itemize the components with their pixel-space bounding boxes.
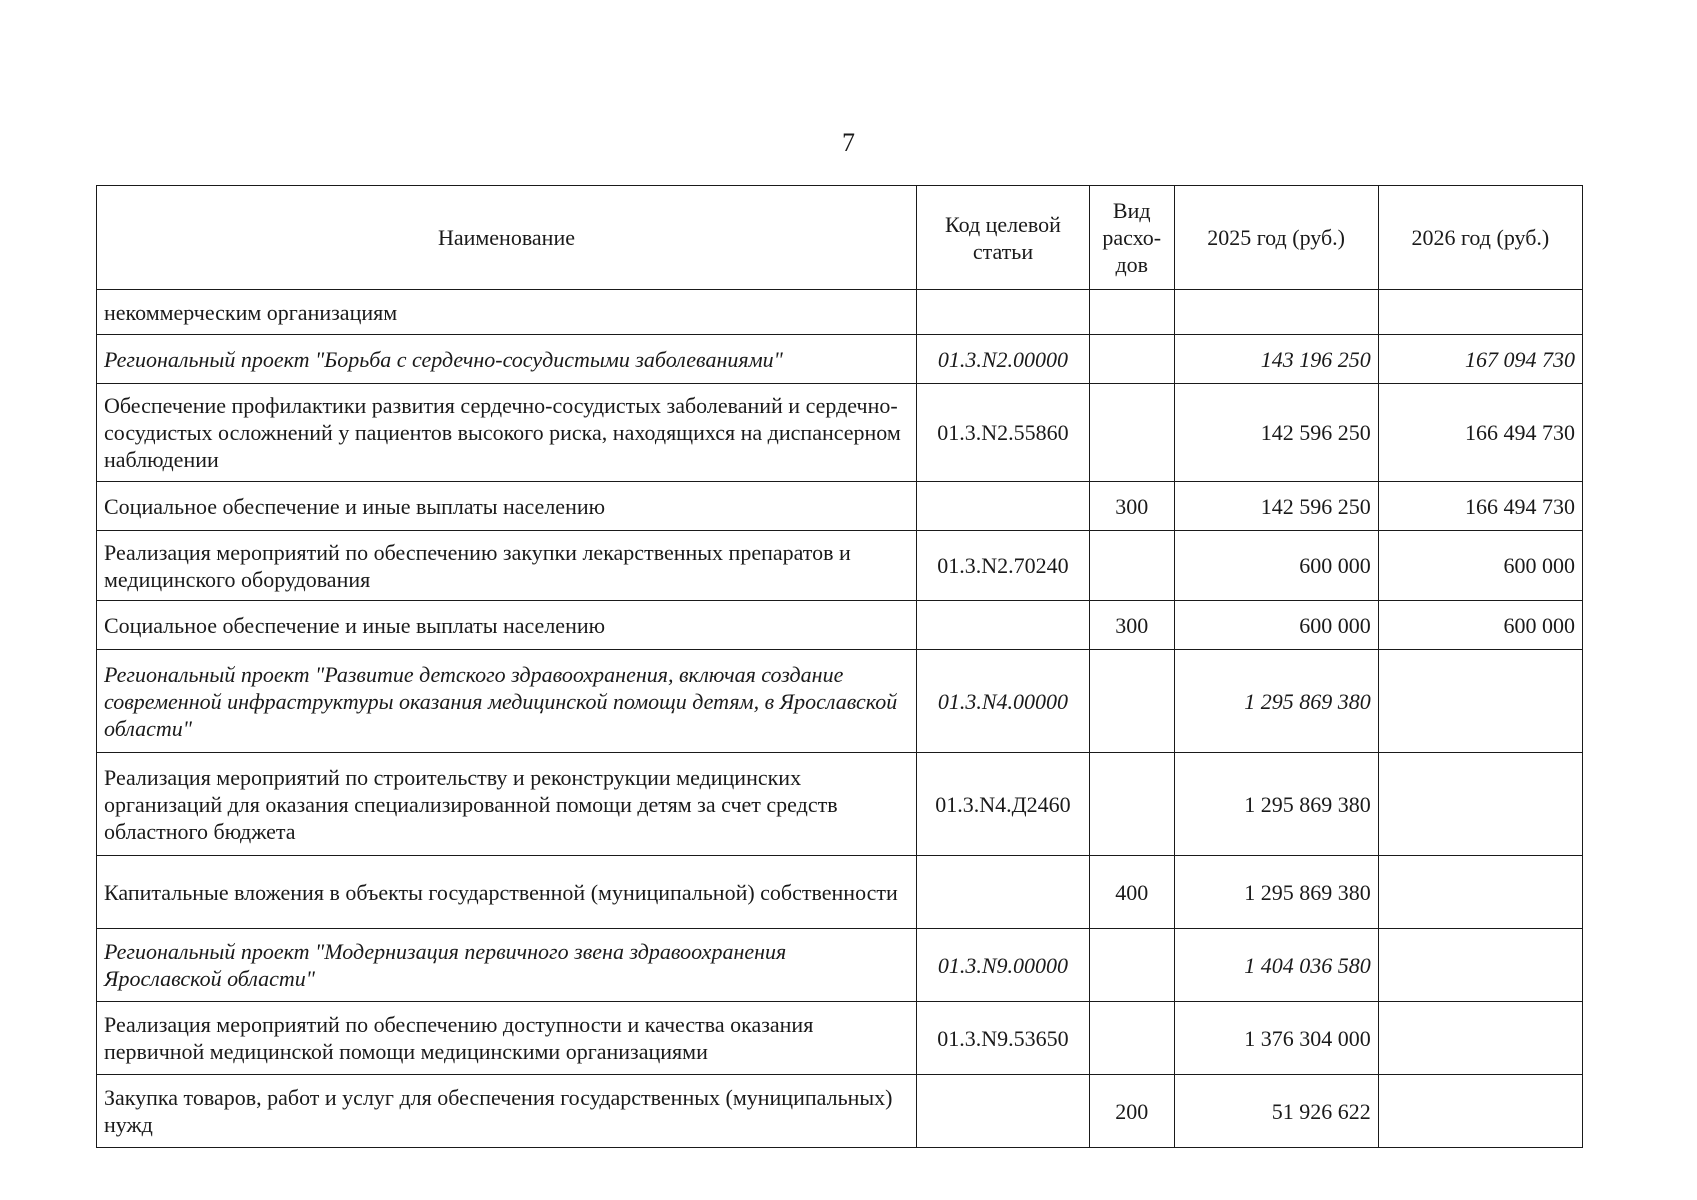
row-code: 01.3.N9.00000 bbox=[916, 929, 1089, 1002]
table-row bbox=[97, 531, 1583, 601]
row-amount-2025: 600 000 bbox=[1174, 531, 1378, 601]
row-type bbox=[1090, 290, 1175, 335]
row-name: Социальное обеспечение и иные выплаты населению bbox=[97, 601, 917, 650]
row-code bbox=[916, 1075, 1089, 1148]
row-amount-2026 bbox=[1378, 650, 1582, 753]
header-name: Наименование bbox=[97, 186, 917, 290]
table-header-row bbox=[97, 186, 1583, 290]
row-type: 400 bbox=[1090, 856, 1175, 929]
table-row bbox=[97, 384, 1583, 482]
table-row bbox=[97, 929, 1583, 1002]
row-type bbox=[1090, 335, 1175, 384]
header-year-2025: 2025 год (руб.) bbox=[1174, 186, 1378, 290]
row-amount-2025: 600 000 bbox=[1174, 601, 1378, 650]
row-type bbox=[1090, 531, 1175, 601]
row-amount-2026 bbox=[1378, 929, 1582, 1002]
row-type: 300 bbox=[1090, 482, 1175, 531]
row-code: 01.3.N2.70240 bbox=[916, 531, 1089, 601]
row-code bbox=[916, 482, 1089, 531]
row-code bbox=[916, 290, 1089, 335]
row-code: 01.3.N2.55860 bbox=[916, 384, 1089, 482]
row-amount-2026: 166 494 730 bbox=[1378, 384, 1582, 482]
row-type: 300 bbox=[1090, 601, 1175, 650]
row-amount-2026: 166 494 730 bbox=[1378, 482, 1582, 531]
row-type bbox=[1090, 1002, 1175, 1075]
row-name: Реализация мероприятий по строительству и реконструкции медицинских организаций для оказания специализированной помощи детям за счет средств областного бюджета bbox=[97, 753, 917, 856]
row-code: 01.3.N4.00000 bbox=[916, 650, 1089, 753]
row-name: Социальное обеспечение и иные выплаты населению bbox=[97, 482, 917, 531]
header-code: Код целевой статьи bbox=[916, 186, 1089, 290]
row-type: 200 bbox=[1090, 1075, 1175, 1148]
table-row bbox=[97, 335, 1583, 384]
row-name: Капитальные вложения в объекты государственной (муниципальной) собственности bbox=[97, 856, 917, 929]
row-code: 01.3.N2.00000 bbox=[916, 335, 1089, 384]
table-row bbox=[97, 650, 1583, 753]
row-amount-2026 bbox=[1378, 856, 1582, 929]
row-amount-2025: 51 926 622 bbox=[1174, 1075, 1378, 1148]
row-amount-2025: 143 196 250 bbox=[1174, 335, 1378, 384]
row-name: некоммерческим организациям bbox=[97, 290, 917, 335]
row-amount-2025: 1 295 869 380 bbox=[1174, 650, 1378, 753]
row-name: Закупка товаров, работ и услуг для обеспечения государственных (муниципальных) нужд bbox=[97, 1075, 917, 1148]
row-type bbox=[1090, 929, 1175, 1002]
row-name: Реализация мероприятий по обеспечению доступности и качества оказания первичной медицинской помощи медицинскими организациями bbox=[97, 1002, 917, 1075]
budget-table bbox=[96, 185, 1583, 1148]
table-row bbox=[97, 601, 1583, 650]
row-amount-2025: 1 404 036 580 bbox=[1174, 929, 1378, 1002]
row-amount-2025: 1 376 304 000 bbox=[1174, 1002, 1378, 1075]
row-code: 01.3.N4.Д2460 bbox=[916, 753, 1089, 856]
table-row bbox=[97, 1002, 1583, 1075]
table-row bbox=[97, 753, 1583, 856]
row-amount-2026 bbox=[1378, 290, 1582, 335]
row-code: 01.3.N9.53650 bbox=[916, 1002, 1089, 1075]
header-year-2026: 2026 год (руб.) bbox=[1378, 186, 1582, 290]
row-amount-2026 bbox=[1378, 1002, 1582, 1075]
page-number: 7 bbox=[842, 128, 855, 157]
row-name: Региональный проект "Модернизация первичного звена здравоохранения Ярославской области" bbox=[97, 929, 917, 1002]
row-amount-2025: 1 295 869 380 bbox=[1174, 856, 1378, 929]
table-row bbox=[97, 290, 1583, 335]
row-name: Реализация мероприятий по обеспечению закупки лекарственных препаратов и медицинского оборудования bbox=[97, 531, 917, 601]
row-type bbox=[1090, 753, 1175, 856]
row-code bbox=[916, 601, 1089, 650]
row-amount-2025: 1 295 869 380 bbox=[1174, 753, 1378, 856]
table-row bbox=[97, 856, 1583, 929]
row-name: Обеспечение профилактики развития сердечно-сосудистых заболеваний и сердечно-сосудистых осложнений у пациентов высокого риска, находящихся на диспансерном наблюдении bbox=[97, 384, 917, 482]
table-row bbox=[97, 1075, 1583, 1148]
row-amount-2026 bbox=[1378, 1075, 1582, 1148]
row-name: Региональный проект "Развитие детского здравоохранения, включая создание современной инфраструктуры оказания медицинской помощи детям, в Ярославской области" bbox=[97, 650, 917, 753]
row-amount-2025: 142 596 250 bbox=[1174, 482, 1378, 531]
row-amount-2026: 600 000 bbox=[1378, 531, 1582, 601]
row-amount-2026: 600 000 bbox=[1378, 601, 1582, 650]
row-amount-2026 bbox=[1378, 753, 1582, 856]
row-amount-2026: 167 094 730 bbox=[1378, 335, 1582, 384]
row-code bbox=[916, 856, 1089, 929]
table-row bbox=[97, 482, 1583, 531]
row-name: Региональный проект "Борьба с сердечно-сосудистыми заболеваниями" bbox=[97, 335, 917, 384]
row-type bbox=[1090, 384, 1175, 482]
row-type bbox=[1090, 650, 1175, 753]
row-amount-2025 bbox=[1174, 290, 1378, 335]
row-amount-2025: 142 596 250 bbox=[1174, 384, 1378, 482]
header-type: Вид расхо-дов bbox=[1090, 186, 1175, 290]
